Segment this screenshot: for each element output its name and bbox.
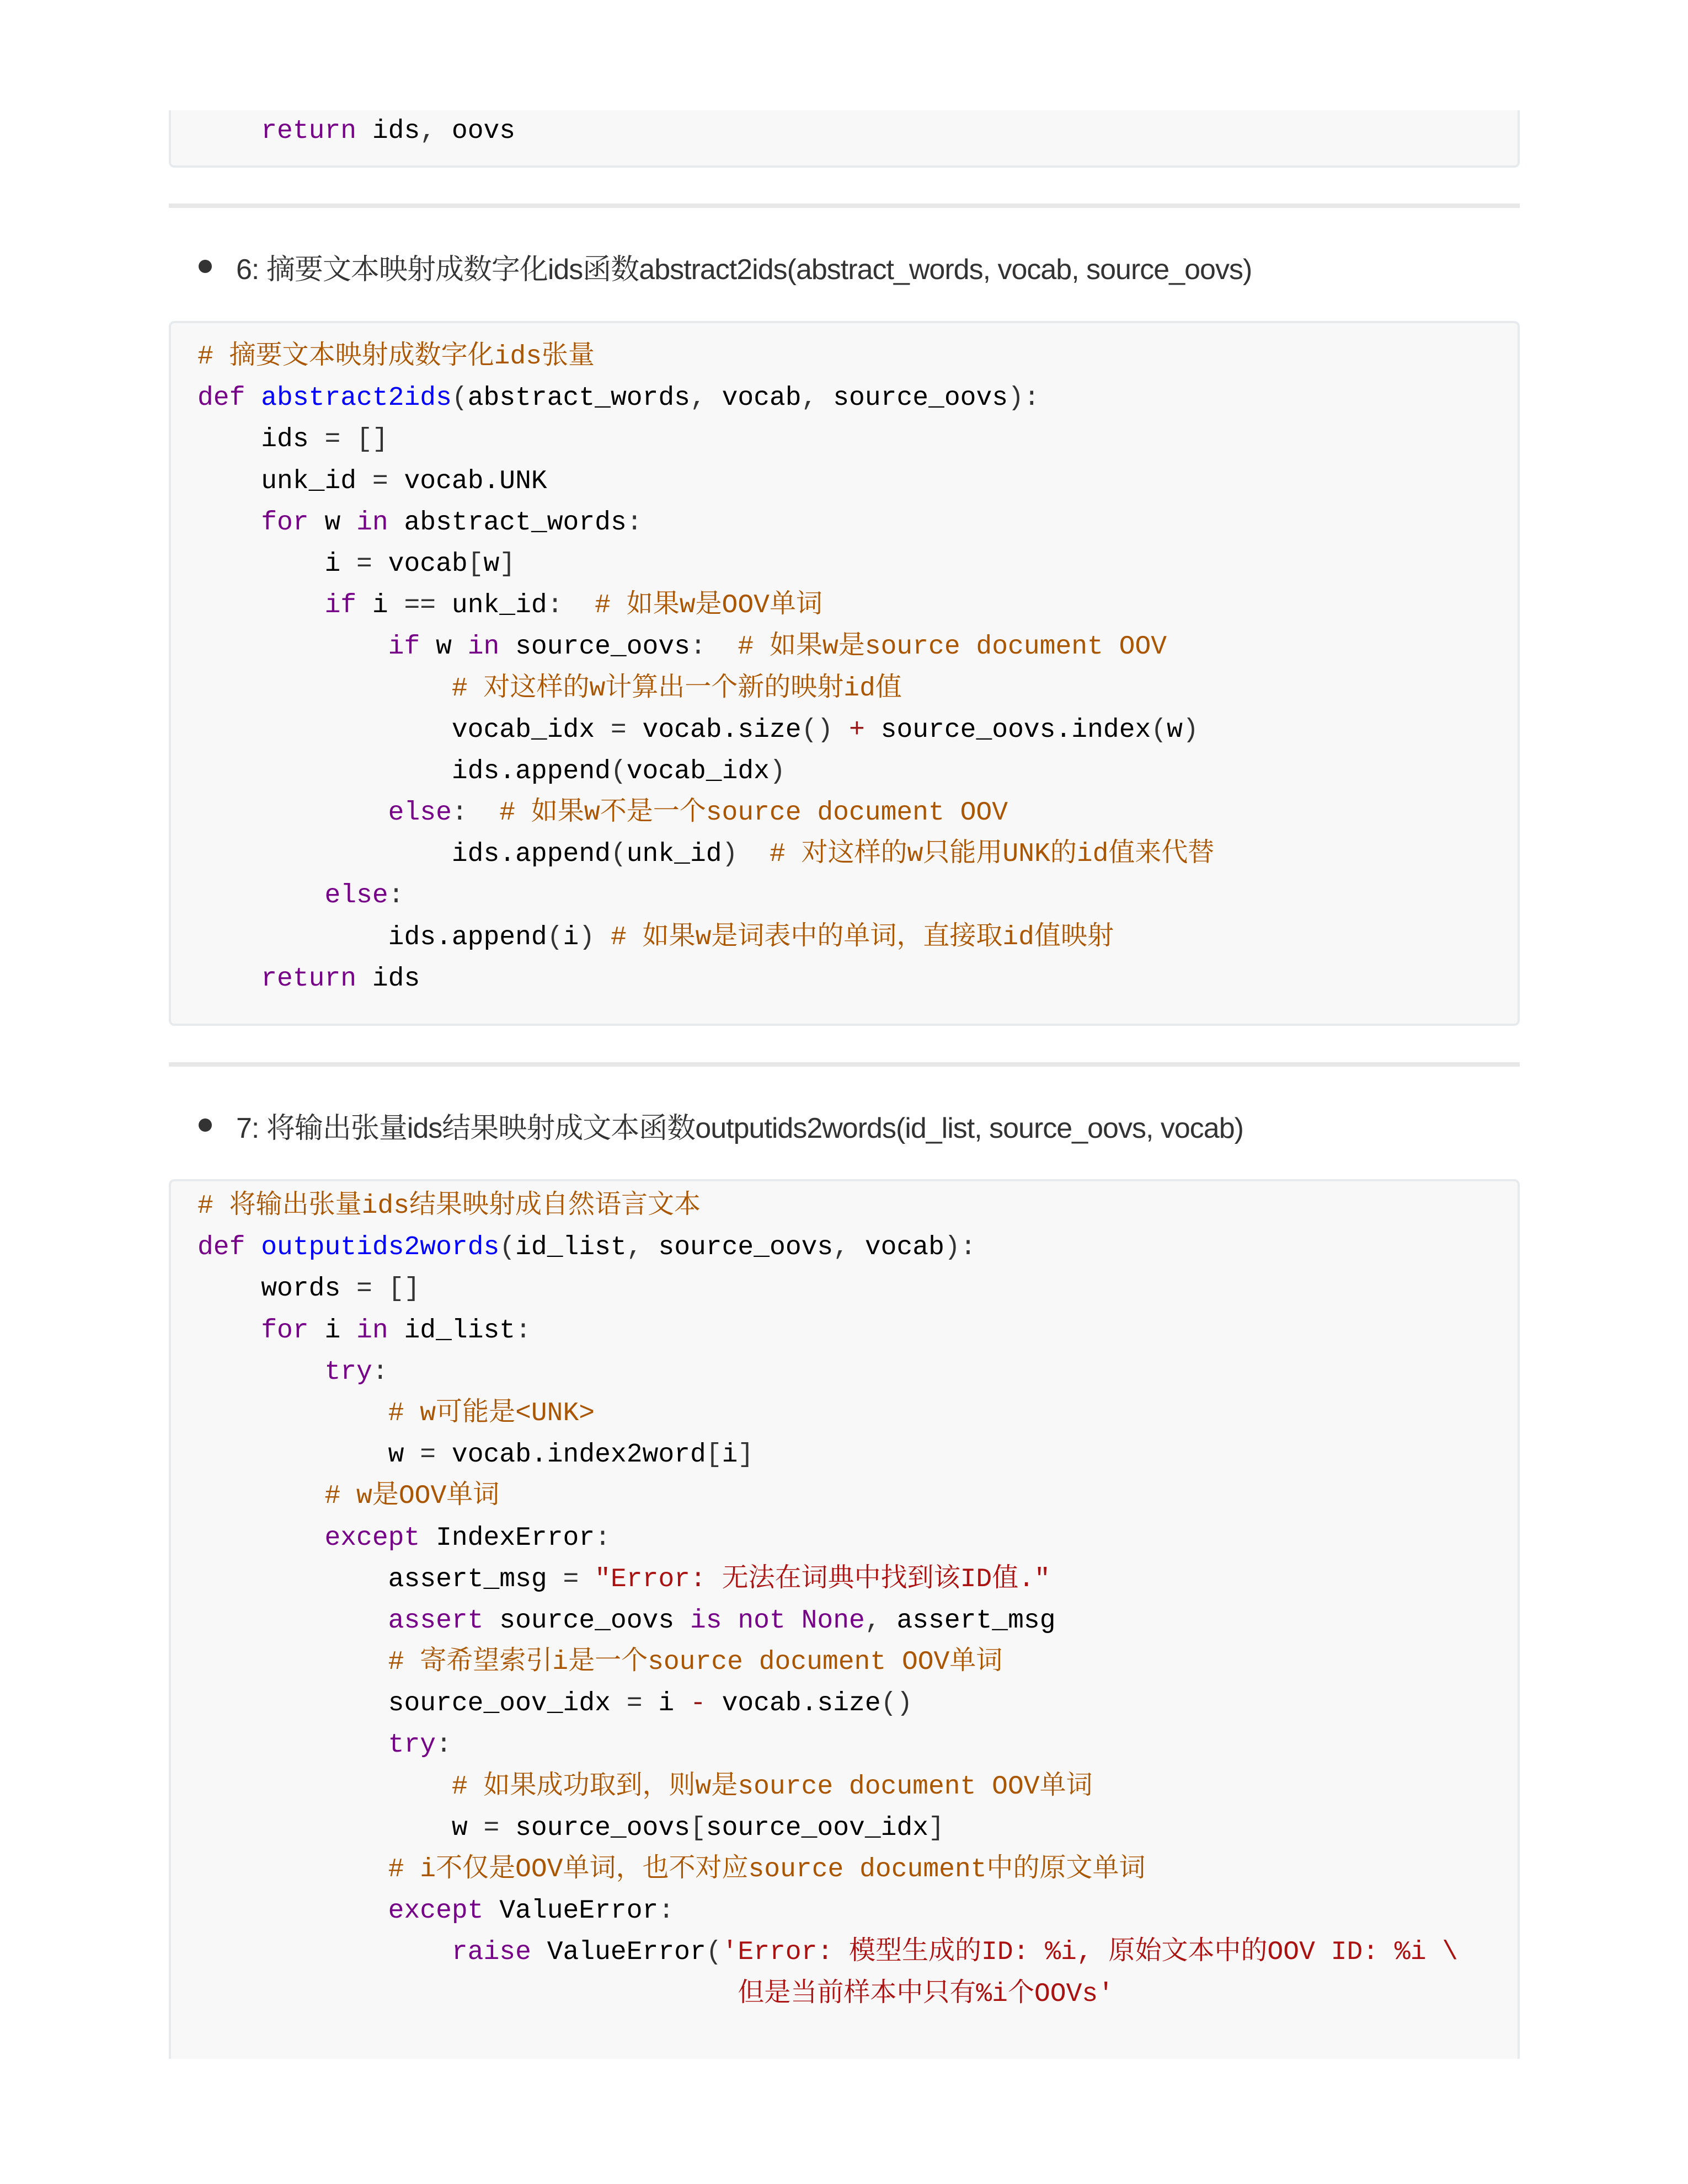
code-text: vocab.size: [626, 715, 802, 745]
code-text: [197, 1855, 388, 1885]
code-text: source_oov_idx: [706, 1813, 929, 1843]
code-text: i: [356, 591, 404, 621]
code-text: IndexError: [420, 1523, 595, 1553]
code-punctuation: ): [769, 756, 786, 786]
code-line: [197, 1891, 1518, 1932]
code-keyword: raise: [451, 1937, 531, 1968]
code-text: [197, 1730, 388, 1760]
code-text: [197, 1979, 738, 2009]
code-text: vocab: [849, 1233, 944, 1263]
code-punctuation: ): [1182, 715, 1199, 745]
code-line: [197, 1393, 1518, 1434]
code-text: vocab.UNK: [388, 466, 547, 496]
code-line: [197, 1186, 1518, 1227]
bullet-icon: [199, 1118, 212, 1132]
code-text: [197, 508, 261, 538]
code-text: [468, 798, 500, 828]
code-content: [171, 323, 1518, 1000]
code-keyword: def: [197, 383, 245, 414]
code-text: source_oovs: [499, 1813, 690, 1843]
code-comment: # 将输出张量ids结果映射成自然语言文本: [197, 1191, 701, 1221]
code-keyword: if: [388, 632, 420, 662]
code-punctuation: (: [547, 922, 563, 952]
code-punctuation: :: [690, 632, 706, 662]
code-text: abstract_words: [467, 383, 690, 414]
code-line: [197, 668, 1518, 710]
code-punctuation: =: [483, 1813, 500, 1843]
code-line: [197, 917, 1518, 959]
code-keyword: return: [261, 963, 357, 994]
code-punctuation: (: [499, 1233, 516, 1263]
code-punctuation: ,: [801, 383, 818, 414]
code-keyword: if: [324, 591, 357, 621]
code-text: assert_msg: [880, 1605, 1056, 1636]
code-line: [197, 585, 1518, 627]
code-punctuation: ]: [499, 549, 516, 579]
list-item-step-7: [199, 1103, 1243, 1147]
code-punctuation: :: [372, 1357, 388, 1387]
code-text: w: [308, 507, 357, 538]
code-text: source_oovs: [642, 1233, 834, 1263]
code-text: abstract_words: [388, 507, 627, 538]
code-keyword: def: [197, 1233, 245, 1263]
code-keyword: in: [467, 632, 500, 662]
code-text: [197, 1772, 452, 1802]
code-line: [197, 751, 1518, 793]
code-text: [197, 1481, 324, 1511]
code-text: [595, 923, 611, 952]
code-keyword: except: [324, 1523, 420, 1553]
code-text: vocab.index2word: [436, 1440, 706, 1470]
code-line: [197, 461, 1518, 502]
code-line: [197, 1683, 1518, 1725]
code-text: [197, 1896, 388, 1926]
code-line: [197, 627, 1518, 668]
code-keyword: is: [690, 1605, 722, 1636]
code-text: [197, 1606, 388, 1636]
code-comment: # 寄希望索引i是一个source document OOV单词: [388, 1647, 1003, 1678]
code-text: ids.append: [197, 922, 547, 952]
code-text: [579, 1565, 595, 1594]
code-block-abstract2ids: [169, 321, 1520, 1026]
code-punctuation: ,: [626, 1233, 643, 1263]
code-punctuation: =: [610, 715, 627, 745]
code-text: i: [722, 1440, 738, 1470]
code-block-outputids2words: [169, 1179, 1520, 2059]
code-punctuation: :: [595, 1523, 611, 1553]
code-text: [372, 1274, 388, 1304]
code-text: source_oovs: [499, 632, 690, 662]
code-line: [197, 1559, 1518, 1600]
code-punctuation: [: [690, 1813, 706, 1843]
code-text: [722, 1606, 738, 1636]
list-item-step-6: [199, 244, 1252, 288]
code-keyword: not: [738, 1605, 786, 1636]
code-text: [786, 1606, 802, 1636]
code-block-tokenize-source-tail: [169, 110, 1520, 168]
code-keyword: for: [261, 1315, 309, 1346]
code-text: [197, 674, 452, 704]
code-text: [833, 715, 849, 745]
code-operator: -: [690, 1689, 706, 1719]
code-text: [197, 881, 324, 911]
code-punctuation: [: [467, 549, 484, 579]
code-text: ids.append: [197, 839, 611, 870]
code-comment: # 如果成功取到，则w是source document OOV单词: [451, 1771, 1093, 1802]
code-text: [197, 964, 261, 994]
code-text: unk_id: [436, 591, 547, 621]
code-text: assert_msg: [197, 1564, 563, 1594]
code-comment: # i不仅是OOV单词，也不对应source document中的原文单词: [388, 1855, 1146, 1885]
code-punctuation: ):: [944, 1233, 976, 1263]
code-line: [197, 710, 1518, 751]
code-content: [171, 1181, 1518, 2015]
bullet-icon: [199, 260, 212, 273]
code-text: i: [642, 1689, 690, 1719]
code-punctuation: ,: [420, 116, 436, 146]
code-punctuation: ):: [1008, 383, 1040, 414]
code-line: [197, 544, 1518, 585]
code-comment: # 如果w是词表中的单词，直接取id值映射: [610, 922, 1114, 952]
code-text: w: [483, 549, 500, 579]
list-item-label: 6: 摘要文本映射成数字化ids函数abstract2ids(abstract_words, vocab, source_oovs): [236, 253, 1252, 286]
code-punctuation: (: [610, 756, 627, 786]
code-line: [197, 1849, 1518, 1891]
code-punctuation: =: [372, 466, 388, 496]
code-keyword: for: [261, 507, 309, 538]
code-text: ids: [356, 963, 420, 994]
code-line: [197, 1932, 1518, 1973]
code-line: [197, 834, 1518, 875]
code-string: "Error: 无法在词典中找到该ID值.": [595, 1564, 1050, 1594]
code-text: [197, 1357, 324, 1387]
code-text: ids: [356, 116, 420, 146]
code-punctuation: =: [626, 1689, 643, 1719]
code-content: [171, 110, 1518, 152]
list-item-label: 7: 将输出张量ids结果映射成文本函数outputids2words(id_list, source_oovs, vocab): [236, 1112, 1243, 1144]
code-text: vocab.size: [706, 1689, 881, 1719]
code-keyword: in: [356, 507, 388, 538]
code-text: [245, 1233, 261, 1262]
code-punctuation: ,: [864, 1605, 881, 1636]
code-punctuation: :: [451, 798, 468, 828]
code-line: [197, 1974, 1518, 2015]
code-function-name: outputids2words: [261, 1233, 500, 1263]
code-text: w: [197, 1440, 420, 1470]
code-text: i: [563, 922, 579, 952]
code-text: w: [197, 1813, 484, 1843]
code-line: [197, 1434, 1518, 1476]
code-punctuation: []: [356, 425, 388, 455]
code-comment: # w是OOV单词: [324, 1481, 500, 1512]
code-punctuation: ,: [690, 383, 706, 414]
code-function-name: abstract2ids: [261, 383, 452, 414]
code-comment: # 如果w是OOV单词: [595, 591, 822, 621]
code-punctuation: :: [515, 1315, 531, 1346]
code-comment: # w可能是<UNK>: [388, 1398, 595, 1428]
code-text: unk_id: [197, 466, 372, 496]
code-comment: # 对这样的w计算出一个新的映射id值: [451, 673, 902, 704]
code-operator: +: [849, 715, 865, 745]
code-text: ValueError: [483, 1896, 659, 1926]
code-text: ids.append: [197, 756, 611, 786]
code-text: [197, 591, 324, 620]
code-text: vocab: [372, 549, 468, 579]
horizontal-rule: [169, 204, 1520, 208]
code-punctuation: (): [880, 1689, 913, 1719]
code-text: source_oovs.index: [864, 715, 1151, 745]
code-text: oovs: [436, 116, 516, 146]
code-punctuation: =: [420, 1440, 436, 1470]
code-text: source_oovs: [483, 1605, 690, 1636]
code-keyword: None: [801, 1605, 865, 1636]
code-comment: # 如果w不是一个source document OOV: [499, 798, 1008, 828]
code-punctuation: ): [579, 922, 595, 952]
code-line: [197, 959, 1518, 1000]
code-text: vocab_idx: [626, 756, 770, 786]
code-text: [197, 1523, 324, 1553]
code-punctuation: (: [610, 839, 627, 870]
code-text: id_list: [515, 1233, 627, 1263]
code-text: [197, 632, 388, 662]
code-line: [197, 1476, 1518, 1517]
code-punctuation: :: [626, 507, 643, 538]
code-line: [197, 336, 1518, 378]
code-keyword: else: [324, 881, 388, 911]
code-punctuation: =: [356, 1274, 372, 1304]
code-punctuation: (: [451, 383, 468, 414]
code-line: [197, 1227, 1518, 1268]
code-text: [197, 1316, 261, 1346]
code-keyword: assert: [388, 1605, 484, 1636]
code-text: i: [197, 549, 357, 579]
code-text: [738, 839, 770, 869]
code-text: ids: [197, 425, 325, 455]
code-text: [197, 1399, 388, 1428]
code-comment: # 对这样的w只能用UNK的id值来代替: [769, 839, 1215, 870]
code-string: 但是当前样本中只有%i个OOVs': [738, 1979, 1114, 2009]
code-text: [245, 383, 261, 413]
code-keyword: in: [356, 1315, 388, 1346]
code-text: [197, 116, 261, 146]
code-text: unk_id: [626, 839, 722, 870]
code-line: [197, 419, 1518, 461]
code-line: [197, 1725, 1518, 1766]
code-comment: # 如果w是source document OOV: [738, 632, 1167, 662]
code-text: vocab_idx: [197, 715, 611, 745]
code-comment: # 摘要文本映射成数字化ids张量: [197, 342, 595, 372]
code-text: w: [420, 632, 468, 662]
code-punctuation: :: [388, 881, 404, 911]
code-line: [197, 378, 1518, 419]
code-line: [197, 1352, 1518, 1393]
code-text: [563, 591, 595, 620]
code-text: [197, 1647, 388, 1677]
code-punctuation: =: [563, 1564, 579, 1594]
code-punctuation: (: [1151, 715, 1167, 745]
code-text: source_oov_idx: [197, 1689, 627, 1719]
code-punctuation: ]: [738, 1440, 754, 1470]
code-keyword: return: [261, 116, 357, 146]
code-keyword: except: [388, 1896, 484, 1926]
code-text: [706, 632, 738, 662]
code-string: 'Error: 模型生成的ID: %i, 原始文本中的OOV ID: %i \: [722, 1937, 1459, 1968]
code-text: id_list: [388, 1315, 516, 1346]
code-punctuation: []: [388, 1274, 420, 1304]
code-line: [197, 1518, 1518, 1559]
code-line: [197, 1600, 1518, 1642]
code-line: [197, 1268, 1518, 1310]
code-punctuation: :: [547, 591, 563, 621]
code-keyword: try: [324, 1357, 372, 1387]
code-punctuation: =: [324, 425, 341, 455]
code-punctuation: ): [722, 839, 738, 870]
code-text: [340, 425, 356, 454]
code-line: [197, 1808, 1518, 1849]
code-text: source_oovs: [817, 383, 1008, 414]
code-punctuation: ,: [833, 1233, 850, 1263]
code-line: [197, 111, 1518, 152]
code-keyword: try: [388, 1730, 436, 1760]
code-text: ValueError: [531, 1937, 706, 1968]
code-punctuation: :: [436, 1730, 452, 1760]
code-punctuation: :: [658, 1896, 675, 1926]
code-text: words: [197, 1274, 357, 1304]
code-line: [197, 1767, 1518, 1808]
code-punctuation: ==: [404, 591, 436, 621]
code-punctuation: (): [801, 715, 834, 745]
code-line: [197, 875, 1518, 917]
code-text: w: [1167, 715, 1183, 745]
code-text: i: [308, 1315, 357, 1346]
code-text: [197, 798, 388, 828]
code-line: [197, 793, 1518, 834]
code-line: [197, 502, 1518, 544]
horizontal-rule: [169, 1062, 1520, 1067]
code-text: [197, 1937, 452, 1967]
code-punctuation: ]: [928, 1813, 944, 1843]
code-keyword: else: [388, 798, 452, 828]
code-punctuation: (: [706, 1937, 722, 1968]
code-line: [197, 1642, 1518, 1683]
code-text: vocab: [706, 383, 802, 414]
code-line: [197, 1310, 1518, 1352]
code-punctuation: =: [356, 549, 372, 579]
code-punctuation: [: [706, 1440, 722, 1470]
